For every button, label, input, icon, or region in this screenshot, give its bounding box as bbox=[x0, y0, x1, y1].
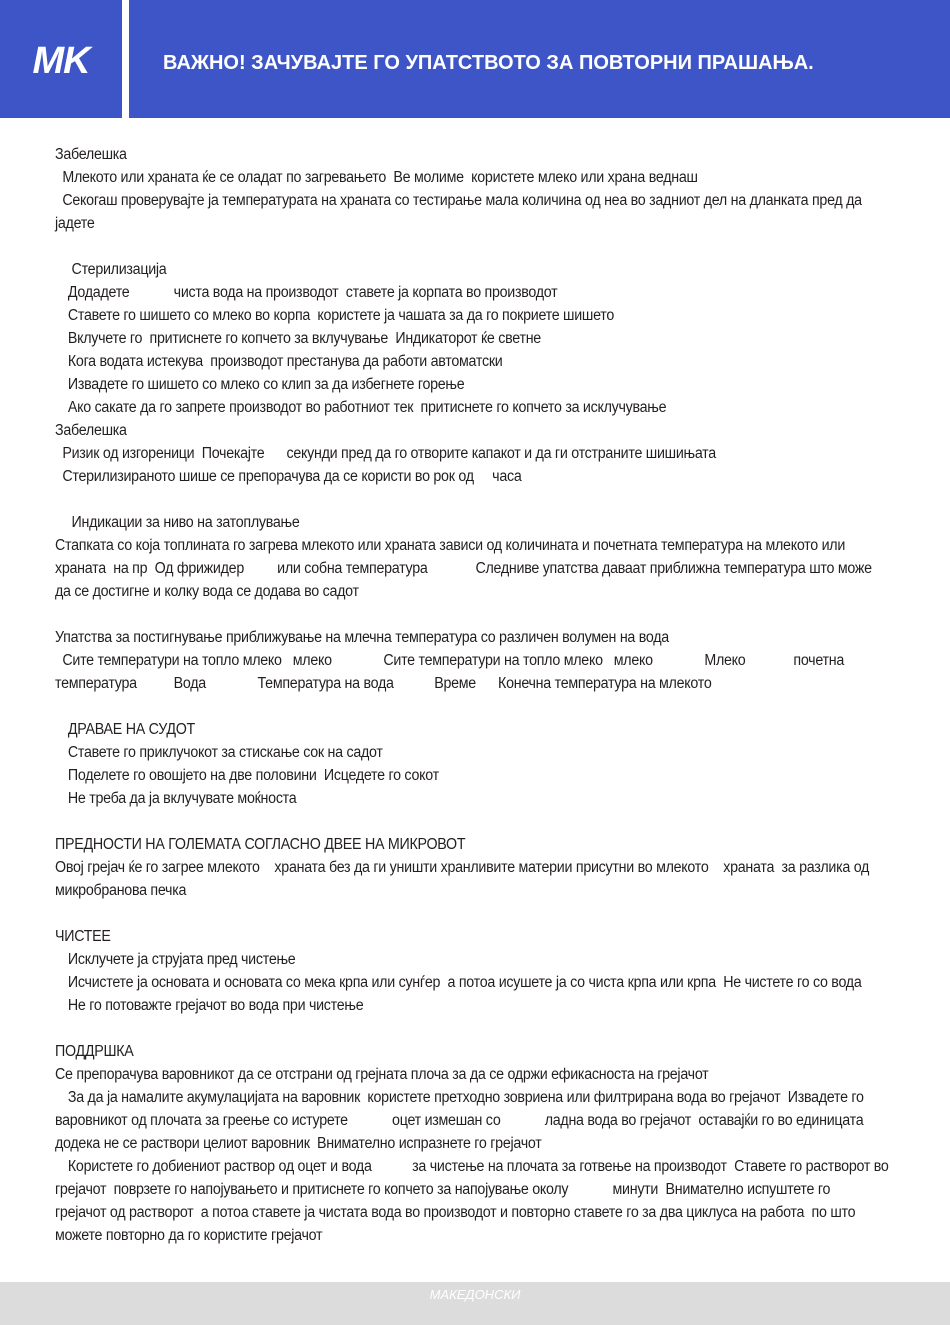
body-line: Не треба да ја вклучувате моќноста bbox=[67, 790, 297, 807]
body-line: Вклучете го притиснете го копчето за вклучување Индикаторот ќе светне bbox=[67, 330, 541, 347]
body-line: Исклучете ја струјата пред чистење bbox=[67, 951, 296, 968]
spacer bbox=[55, 235, 837, 258]
language-code: MK bbox=[32, 40, 90, 82]
body-line: грејачот поврзете го напојувањето и притиснете го копчето за напојување околу минути Внимателно испуштете го bbox=[55, 1181, 831, 1198]
body-line: Сите температури на топло млеко млеко Сите температури на топло млеко млеко Млеко почетна bbox=[62, 652, 845, 669]
footer-language-label: МАКЕДОНСКИ bbox=[429, 1287, 521, 1302]
body-line: Се препорачува варовникот да се отстрани од грејната плоча за да се одржи ефикасноста на грејачот bbox=[55, 1066, 709, 1083]
body-line: Ризик од изгореници Почекајте секунди пред да го отворите капакот и да ги отстраните шишињата bbox=[62, 445, 716, 462]
note-heading: Забелешка bbox=[55, 146, 127, 163]
body-line: Млекото или храната ќе се оладат по загревањето Ве молиме користете млеко или храна веднаш bbox=[62, 169, 698, 186]
body-line: температура Вода Температура на вода Време Конечна температура на млекото bbox=[55, 675, 712, 692]
section-heading-sterilization: Стерилизација bbox=[71, 261, 167, 278]
body-line: јадете bbox=[55, 215, 95, 232]
body-line: Ако сакате да го запрете производот во работниот тек притиснете го копчето за исклучување bbox=[67, 399, 667, 416]
body-line: Стапката со која топлината го загрева млекото или храната зависи од количината и почетната температура на млекото или bbox=[55, 537, 846, 554]
body-line: да се достигне и колку вода се додава во садот bbox=[55, 583, 359, 600]
manual-body bbox=[55, 143, 889, 1247]
section-heading-warming-levels: Индикации за ниво на затоплување bbox=[71, 514, 300, 531]
page-title: ВАЖНО! ЗАЧУВАЈТЕ ГО УПАТСТВОТО ЗА ПОВТОРНИ ПРАШАЊА. bbox=[163, 52, 814, 74]
body-line: Додадете чиста вода на производот ставете ја корпата во производот bbox=[67, 284, 558, 301]
header-lang-block bbox=[0, 0, 122, 118]
spacer bbox=[55, 695, 837, 718]
section-heading-support: ПОДДРШКА bbox=[55, 1043, 134, 1060]
body-line: Исчистете ја основата и основата со мека крпа или сунѓер а потоа исушете ја со чиста крпа или крпа Не чистете го со вода bbox=[67, 974, 862, 991]
body-line: Извадете го шишето со млеко со клип за да избегнете горење bbox=[67, 376, 465, 393]
note-heading: Забелешка bbox=[55, 422, 127, 439]
body-line: додека не се раствори целиот варовник Внимателно испразнете го грејачот bbox=[55, 1135, 542, 1152]
body-line: грејачот од растворот а потоа ставете ја чистата вода во производот и повторно ставете го за два циклуса на работа по што bbox=[55, 1204, 856, 1221]
body-line: Ставете го шишето со млеко во корпа користете ја чашата за да го покриете шишето bbox=[67, 307, 615, 324]
body-line: Овој грејач ќе го загрее млекото храната без да ги уништи хранливите материи присутни во млекото храната за разлика од bbox=[55, 859, 870, 876]
body-line: За да ја намалите акумулацијата на варовник користете претходно зовриена или филтрирана вода во грејачот Извадете го bbox=[67, 1089, 864, 1106]
spacer bbox=[55, 810, 837, 833]
body-line: Не го потоважте грејачот во вода при чистење bbox=[67, 997, 364, 1014]
body-line: Стерилизираното шише се препорачува да се користи во рок од часа bbox=[62, 468, 522, 485]
section-heading-advantages: ПРЕДНОСТИ НА ГОЛЕМАТА СОГЛАСНО ДВЕЕ НА МИКРОВОТ bbox=[55, 836, 466, 853]
body-line: Ставете го приклучокот за стискање сок на садот bbox=[67, 744, 383, 761]
body-line: Поделете го овошјето на две половини Исцедете го сокот bbox=[67, 767, 439, 784]
body-line: Упатства за постигнување приближување на млечна температура со различен волумен на вода bbox=[55, 629, 669, 646]
spacer bbox=[55, 1017, 837, 1040]
body-line: микробранова печка bbox=[55, 882, 187, 899]
section-heading-juicer: ДРАВАЕ НА СУДОТ bbox=[67, 721, 195, 738]
body-line: варовникот од плочата за греење со истурете оцет измешан со ладна вода во грејачот оставајќи го во единицата bbox=[55, 1112, 864, 1129]
spacer bbox=[55, 902, 837, 925]
spacer bbox=[55, 603, 837, 626]
section-heading-cleaning: ЧИСТЕЕ bbox=[55, 928, 111, 945]
spacer bbox=[55, 488, 837, 511]
body-line: Кога водата истекува производот престанува да работи автоматски bbox=[67, 353, 503, 370]
body-line: можете повторно да го користите грејачот bbox=[55, 1227, 323, 1244]
body-line: Користете го добиениот раствор од оцет и вода за чистење на плочата за готвење на производот Ставете го растворот во bbox=[67, 1158, 889, 1175]
body-line: храната на пр Од фрижидер или собна температура Следниве упатства даваат приближна температура што може bbox=[55, 560, 872, 577]
body-line: Секогаш проверувајте ја температурата на храната со тестирање мала количина од неа во задниот дел на дланката пред да bbox=[62, 192, 862, 209]
